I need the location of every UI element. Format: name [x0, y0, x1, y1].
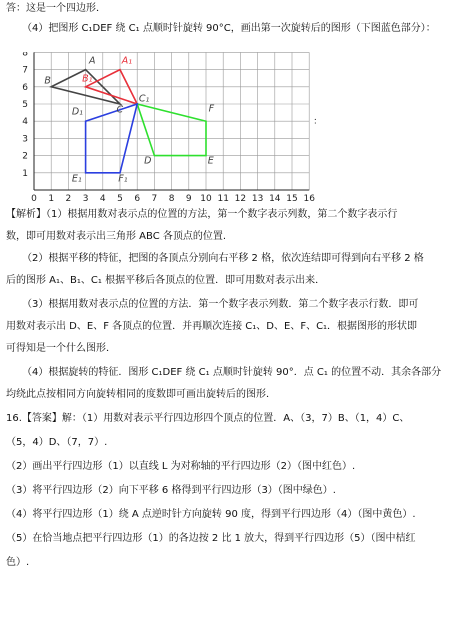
point-label: E₁ [71, 173, 82, 185]
x-tick-label: 9 [185, 194, 192, 204]
point-label: C₁ [138, 93, 150, 105]
answer-16-line-6: （5）在恰当地点把平行四边形（1）的各边按 2 比 1 放大，得到平行四边形（5）（图中桔红 [6, 533, 416, 544]
coordinate-figure [20, 52, 340, 204]
y-tick-label: 5 [22, 100, 28, 110]
analysis-line-9: 均绕此点按相同方向旋转相同的度数即可画出旋转后的图形． [6, 389, 276, 400]
analysis-line-4: 后的图形 A₁、B₁、C₁ 根据平移后各顶点的位置．即可用数对表示出来． [6, 275, 326, 286]
y-tick-label: 4 [22, 117, 28, 128]
point-label: A₁ [121, 55, 133, 67]
point-label: B [44, 75, 51, 87]
analysis-line-5: （3）根据用数对表示点的位置的方法．第一个数字表示列数．第二个数字表示行数．即可 [22, 299, 419, 310]
analysis-line-2: 数，即可用数对表示出三角形 ABC 各顶点的位置. [6, 231, 227, 242]
trailing-colon: ： [313, 117, 323, 128]
analysis-line-8: （4）根据旋转的特征．图形 C₁DEF 绕 C₁ 点顺时针旋转 90°．点 C₁ 的位置不动．其余各部分 [22, 367, 442, 378]
step-4-instruction: （4）把图形 C₁DEF 绕 C₁ 点顺时针旋转 90°C，画出第一次旋转后的图形（下图蓝色部分）： [22, 23, 436, 34]
answer-16-line-3: （2）画出平行四边形（1）以直线 L 为对称轴的平行四边形（2）（图中红色）. [6, 461, 356, 472]
point-label: F₁ [118, 173, 128, 185]
y-tick-label: 2 [22, 151, 28, 162]
x-tick-label: 3 [82, 194, 89, 204]
point-label: D₁ [71, 106, 83, 118]
y-tick-label: 6 [22, 82, 28, 93]
x-tick-label: 1 [48, 194, 55, 204]
answer-16-line-4: （3）将平行四边形（2）向下平移 6 格得到平行四边形（3）（图中绿色）. [6, 485, 336, 496]
x-tick-label: 4 [99, 194, 106, 204]
x-tick-label: 14 [269, 194, 281, 204]
answer-line: 答：这是一个四边形． [6, 3, 106, 14]
x-tick-label: 0 [31, 194, 37, 204]
answer-16-line-5: （4）将平行四边形（1）绕 A 点逆时针方向旋转 90 度，得到平行四边形（4）（图中黄色）. [6, 509, 416, 520]
point-label: B₁ [82, 73, 93, 85]
y-tick-label: 1 [22, 168, 28, 179]
x-tick-label: 10 [200, 194, 212, 204]
point-label: F [208, 103, 215, 115]
point-label: C [116, 104, 124, 116]
x-tick-label: 7 [151, 194, 158, 204]
x-tick-label: 16 [303, 194, 315, 204]
x-tick-label: 11 [217, 194, 229, 204]
point-label: E [207, 155, 214, 167]
x-tick-label: 2 [65, 194, 72, 204]
x-tick-label: 13 [251, 194, 264, 204]
x-tick-label: 6 [134, 194, 141, 204]
answer-16-line-2: （5，4）D、（7，7）. [6, 437, 108, 448]
analysis-line-7: 可得知是一个什么图形． [6, 343, 116, 354]
point-label: D [144, 155, 152, 167]
analysis-line-3: （2）根据平移的特征，把图的各顶点分别向右平移 2 格，依次连结即可得到向右平移 2 格 [22, 253, 424, 264]
point-label: A [89, 55, 96, 67]
x-tick-label: 8 [168, 194, 175, 204]
answer-16-line-1: 16.【答案】解：（1）用数对表示平行四边形四个顶点的位置．A、（3，7）B、（1，4）C、 [6, 413, 410, 424]
x-tick-label: 5 [117, 194, 123, 204]
y-tick-label: 3 [22, 134, 28, 145]
analysis-line-6: 用数对表示出 D、E、F 各顶点的位置．并再顺次连接 C₁、D、E、F、C₁．根据图形的形状即 [6, 321, 418, 332]
x-tick-label: 15 [286, 194, 298, 204]
coordinate-grid-svg [20, 52, 340, 204]
answer-16-line-7: 色）. [6, 557, 30, 568]
x-tick-label: 12 [234, 194, 247, 204]
y-tick-label: 8 [22, 52, 28, 59]
y-tick-label: 7 [22, 65, 28, 76]
analysis-line-1: 【解析】（1）根据用数对表示点的位置的方法，第一个数字表示列数，第二个数字表示行 [6, 209, 398, 220]
